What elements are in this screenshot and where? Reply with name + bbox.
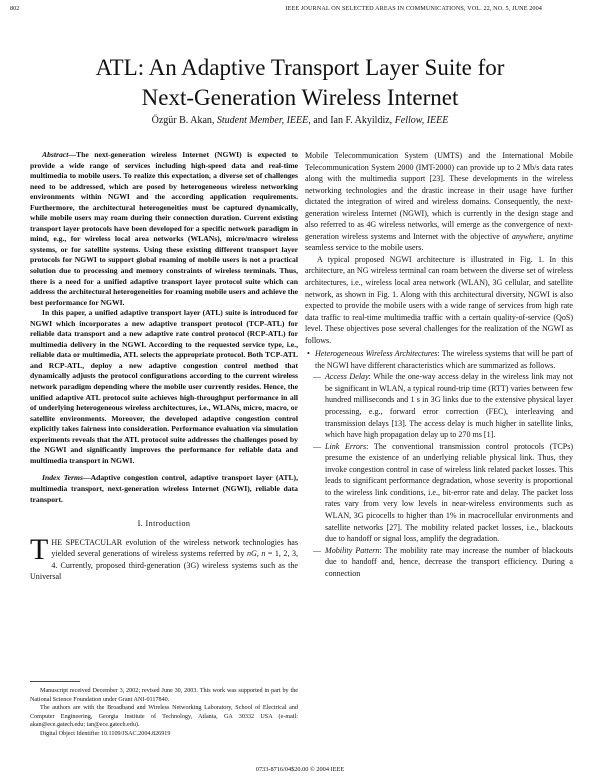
abstract	[30, 150, 298, 466]
abstract-paragraph-2: In this paper, a unified adaptive transport layer (ATL) suite is introduced for NGWI which incorporates a new adaptive transport protocol (TCP-ATL) for reliable data transport and a new adaptive rate control protocol (RCP-ATL) for multimedia delivery in the NGWI. According to the requested service type, i.e., reliable data or multimedia, ATL selects the appropriate protocol. Both TCP-ATL and RCP-ATL, deploy a new adaptive congestion control method that dynamically adjusts the protocol configurations according to the current wireless network paradigm depending where the mobile user currently resides. Hence, the unified adaptive ATL protocol suite achieves high-throughput performance in all of underlying heterogeneous wireless architectures, i.e., WLANs, micro, macro, or satellite environments. Moreover, the developed adaptive congestion control explicitly takes fairness into consideration. Performance evaluation via simulation experiments reveals that the ATL protocol suite addresses the challenges posed by the NGWI and significantly improves the performance for reliable data and multimedia transport in NGWI.	[30, 308, 298, 465]
footnote-rule	[30, 681, 80, 682]
bullet-text: : The wireless systems that will be part of the NGWI have different characteristics which are summarized as follows.	[315, 349, 573, 370]
page-number: 802	[10, 5, 20, 12]
sub-text-link-errors: : The conventional transmission control protocols (TCPs) presume the existence of an underlying reliable physical link. Thus, they invoke congestion control in case of wireless link related packet losses. This leads to significant performance degradation, whose severity is proportional to the wireless link conditions, i.e., bit-error rate and delay. The packet loss rates vary from very low levels in near-wireless environments such as WLAN, 3G picocells to higher than 1% in macrocellular environments and satellite networks [27]. The mobility related packet losses, i.e., blackouts due to handoff or signal loss, amplify the degradation.	[325, 441, 574, 544]
dash: —	[313, 441, 322, 451]
abstract-text-1: The next-generation wireless Internet (NGWI) is expected to provide a wide range of services including high-speed data and real-time multimedia to mobile users. To realize this expectation, a diverse set of challenges need to be addressed, which are posed by heterogeneous wireless networking environments within NGWI and the according application requirements. Furthermore, the architectural heterogeneities must be captured dynamically, while mobile users may roam during their connection duration. Current existing transport layer protocols have been developed for a specific network paradigm in mind, e.g., for wireless local area networks (WLANs), micro/macro wireless systems, or for satellite systems. Using these existing different transport layer protocols for NGWI to support global roaming of mobile users is not a practical solution due to processing and memory constraints of wireless terminals. Thus, there is a need for a unified adaptive transport layer protocol suite which can address the architectural heterogeneities for roaming mobile users and achieve the best performance for NGWI.	[30, 150, 298, 307]
right-p1-comma: ,	[542, 231, 548, 241]
index-terms-label: Index Terms—	[42, 473, 91, 483]
right-p1-end: seamless service to the mobile users.	[305, 243, 424, 253]
dash: —	[313, 372, 322, 382]
footnote-received: Manuscript received December 3, 2002; revised June 30, 2003. This work was supported in part by the National Science Foundation under Grant ANI-0117840.	[30, 688, 298, 703]
index-terms-text: Adaptive congestion control, adaptive transport layer (ATL), multimedia transport, next-generation wireless Internet (NGWI), reliable data transport.	[30, 473, 298, 504]
sub-text-access-delay: : While the one-way access delay in the wireless link may not be significant in WLAN, a typical round-trip time (RTT) varies between few hundred milliseconds and 1 s in 3G links due to the extensive physical layer processing, e.g., forward error correction (FEC), interleaving and transmission delays [13]. The access delay is much higher in satellite links, which have high propagation delay up to 270 ms [1].	[325, 372, 573, 440]
intro-math: nG, n	[246, 549, 266, 559]
journal-header: IEEE JOURNAL ON SELECTED AREAS IN COMMUNICATIONS, VOL. 22, NO. 5, JUNE 2004	[285, 5, 542, 12]
author-2-role: Fellow, IEEE	[394, 115, 449, 126]
abstract-label: Abstract—	[42, 150, 76, 159]
right-paragraph-1	[305, 150, 573, 254]
title-line-2: Next-Generation Wireless Internet	[141, 85, 459, 110]
bullet-dot: •	[307, 349, 310, 359]
intro-paragraph	[30, 532, 298, 583]
paper-title	[0, 53, 600, 113]
right-column	[305, 150, 573, 579]
title-line-1: ATL: An Adaptive Transport Layer Suite for	[95, 55, 505, 80]
drop-cap: T	[30, 532, 49, 566]
sub-item-link-errors	[305, 441, 573, 545]
author-1-role: Student Member, IEEE,	[216, 115, 311, 126]
index-terms	[30, 473, 298, 505]
author-2: and Ian F. Akyildiz,	[313, 115, 393, 126]
bullet-heading: Heterogeneous Wireless Architectures	[315, 349, 438, 359]
right-p1-anywhere: anywhere	[511, 231, 543, 241]
challenge-list	[305, 348, 573, 579]
footnote-doi: Digital Object Identifier 10.1109/JSAC.2004.826919	[40, 730, 171, 737]
author-1: Özgür B. Akan,	[151, 115, 215, 126]
right-p1-anytime: anytime	[547, 231, 573, 241]
sub-heading-link-errors: Link Errors	[325, 441, 367, 451]
bullet-item-heterogeneous	[305, 348, 573, 371]
intro-text-a: HE SPECTACULAR evolution of the wireless network technologies has yielded several generations of wireless systems referred by	[51, 537, 298, 559]
dash: —	[313, 545, 322, 555]
sub-heading-mobility-pattern: Mobility Pattern	[325, 545, 380, 555]
author-line	[0, 115, 600, 126]
sub-item-mobility-pattern	[305, 545, 573, 580]
right-paragraph-2: A typical proposed NGWI architecture is illustrated in Fig. 1. In this architecture, an NG wireless terminal can roam between the diverse set of wireless architectures, i.e., wireless local area network (WLAN), 3G cellular, and satellite network, as shown in Fig. 1. Along with this architectural diversity, NGWI is also expected to provide the mobile users with a wide range of services from high rate data traffic to real-time multimedia traffic with a certain quality-of-service (QoS) level. These objectives pose several challenges for the realization of the NGWI as follows.	[305, 254, 573, 345]
footnote-affiliation: The authors are with the Broadband and Wireless Networking Laboratory, School of Electrical and Computer Engineering, Georgia Institute of Technology, Atlanta, GA 30332 USA (e-mail: akan@ece.gatech.edu; ian@ece.gatech.edu).	[30, 705, 298, 728]
sub-text-mobility-pattern: : The mobility rate may increase the number of blackouts due to handoff and, hence, decrease the transport efficiency. During a connection	[325, 545, 573, 578]
left-column	[30, 150, 298, 583]
right-p1-text: Mobile Telecommunication System (UMTS) and the International Mobile Telecommunication System 2000 (IMT-2000) can provide up to 2 Mb/s data rates along with the multimedia support [23]. These developments in the wireless networking technologies and the drastic increase in their usage have further dictated the integration of wired and wireless domains. Consequently, the next-generation wireless Internet (NGWI), which is currently in the design stage and also referred to as 4G wireless networks, will emerge as the convergence of next-generation wireless systems and Internet with the objective of	[305, 151, 573, 241]
intro-text-b: = 1, 2, 3, 4. Currently, proposed third-generation (3G) wireless systems such as the Universal	[30, 549, 298, 582]
abstract-paragraph-1	[30, 150, 298, 308]
sub-heading-access-delay: Access Delay	[325, 372, 369, 382]
section-heading-introduction: I. Introduction	[137, 519, 191, 529]
footnotes	[30, 687, 298, 738]
copyright-footer: 0733-8716/04$20.00 © 2004 IEEE	[255, 766, 345, 773]
sub-item-access-delay	[305, 371, 573, 440]
